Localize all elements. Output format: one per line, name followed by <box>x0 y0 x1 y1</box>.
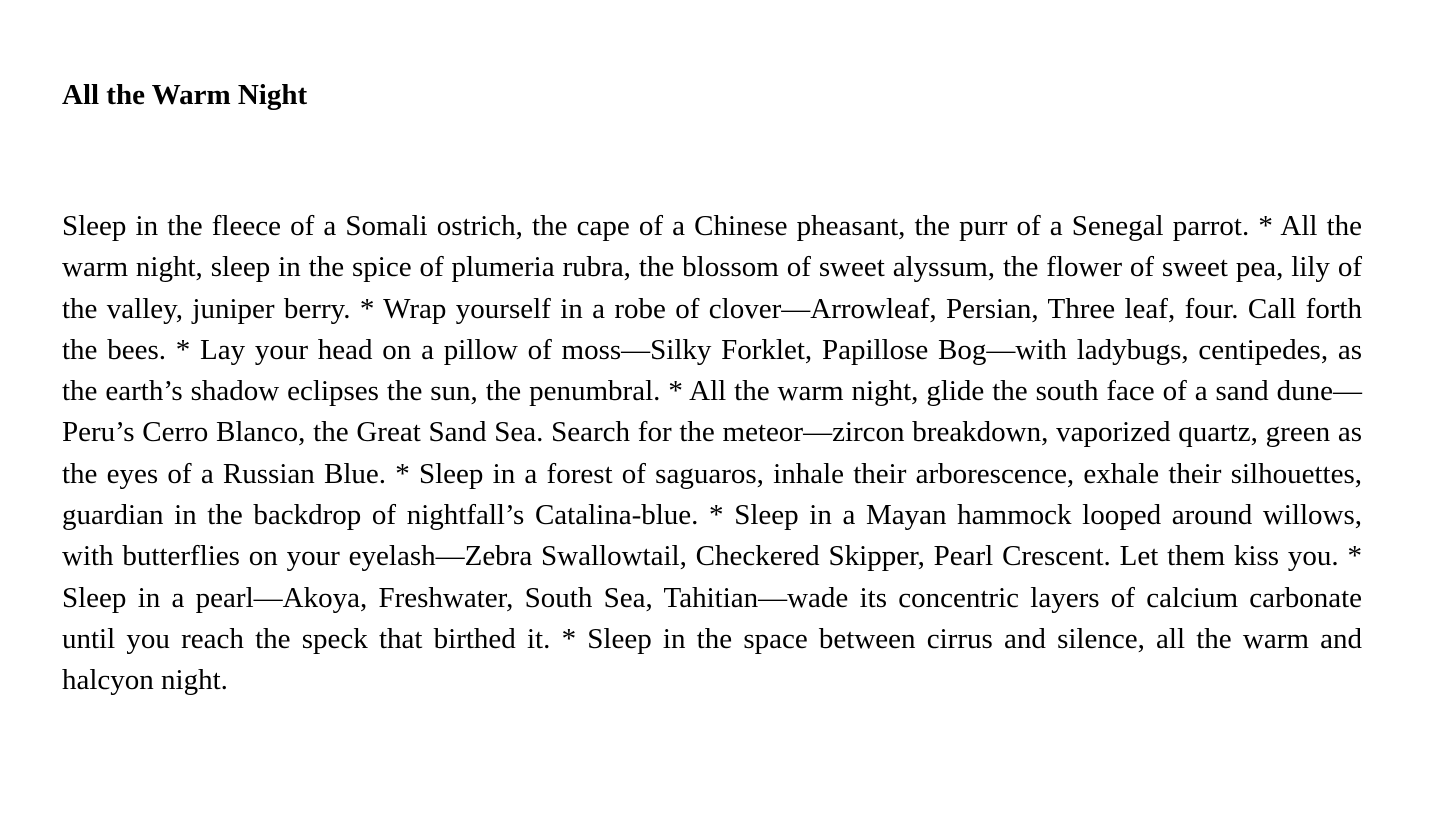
poem-body: Sleep in the fleece of a Somali ostrich, the cape of a Chinese pheasant, the purr of a Senegal parrot. * All the warm night, sleep in the spice of plumeria rubra, the blossom of sweet alyssum, the flower of sweet pea, lily of the valley, juniper berry. * Wrap yourself in a robe of clover—Arrowleaf, Persian, Three leaf, four. Call forth the bees. * Lay your head on a pillow of moss—Silky Forklet, Papillose Bog—with ladybugs, centipedes, as the earth’s shadow eclipses the sun, the penumbral. * All the warm night, glide the south face of a sand dune—Peru’s Cerro Blanco, the Great Sand Sea. Search for the meteor—zircon breakdown, vaporized quartz, green as the eyes of a Russian Blue. * Sleep in a forest of saguaros, inhale their arborescence, exhale their silhouettes, guardian in the backdrop of nightfall’s Catalina-blue. * Sleep in a Mayan hammock looped around willows, with butterflies on your eyelash—Zebra Swallowtail, Checkered Skipper, Pearl Crescent. Let them kiss you. * Sleep in a pearl—Akoya, Freshwater, South Sea, Tahitian—wade its concentric layers of calcium carbonate until you reach the speck that birthed it. * Sleep in the space between cirrus and silence, all the warm and halcyon night. <box>62 210 1362 697</box>
poem-title: All the Warm Night <box>62 79 308 111</box>
